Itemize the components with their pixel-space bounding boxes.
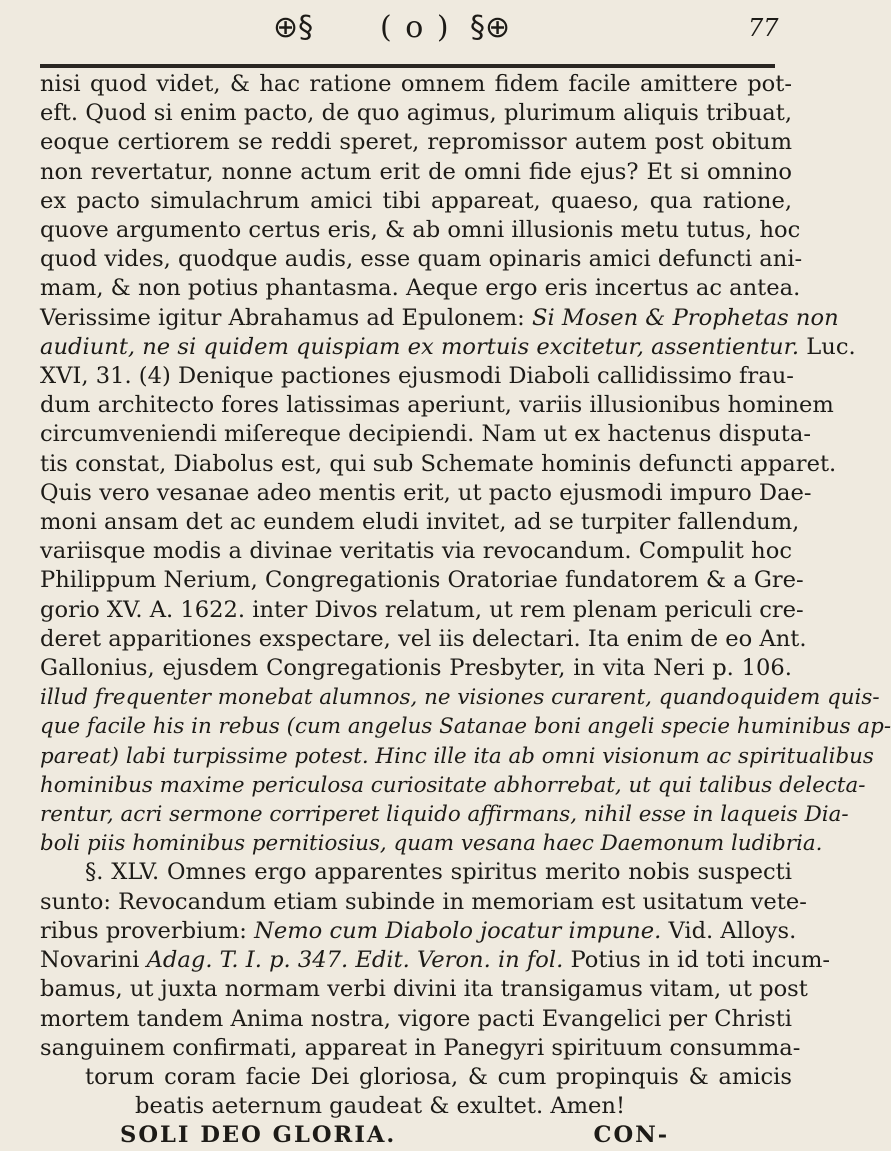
text-segment: Potius in id toti incum-: [570, 947, 831, 974]
proverb-quote: Nemo cum Diabolo jocatur impune.: [254, 917, 662, 944]
text-line: quove argumento certus eris, & ab omni illusionis metu tutus, hoc: [40, 217, 801, 244]
text-line: mam, & non potius phantasma. Aeque ergo eris incertus ac antea.: [40, 275, 801, 302]
text-line: sanguinem confirmati, appareat in Panegyri spirituum consumma-: [40, 1034, 801, 1061]
text-line: circumveniendi miſereque decipiendi. Nam ut ex hactenus disputa-: [40, 421, 811, 448]
text-line: non revertatur, nonne actum erit de omni fide ejus? Et si omnino: [40, 158, 792, 185]
citation: Adag. T. I. p. 347. Edit. Veron. in fol.: [146, 947, 564, 974]
section-line: §. XLV. Omnes ergo apparentes spiritus merito nobis suspecti: [85, 859, 792, 886]
text-line: [40, 333, 856, 362]
catchword: CON-: [593, 1122, 670, 1149]
text-line: [40, 304, 839, 333]
scripture-quote: Si Mosen & Prophetas non: [531, 304, 839, 331]
text-line: mortem tandem Anima nostra, vigore pacti Evangelici per Christi: [40, 1005, 792, 1032]
text-line: [40, 946, 831, 975]
text-line: [40, 917, 797, 946]
page-signature-mark: ( o ): [380, 10, 451, 45]
text-line: eft. Quod si enim pacto, de quo agimus, plurimum aliquis tribuat,: [40, 100, 792, 127]
text-line: torum coram facie Dei gloriosa, & cum propinquis & amicis: [85, 1063, 792, 1090]
text-line: quod vides, quodque audis, esse quam opinaris amici defuncti ani-: [40, 246, 803, 273]
text-line: XVI, 31. (4) Denique pactiones ejusmodi Diaboli callidissimo frau-: [40, 363, 794, 390]
text-line: eoque certiorem se reddi speret, repromissor autem post obitum: [40, 129, 792, 156]
quoted-passage-line: illud frequenter monebat alumnos, ne visiones curarent, quandoquidem quis-: [40, 685, 880, 711]
ornament-right-icon: §⊕: [470, 10, 511, 45]
body-text: [40, 70, 891, 1151]
closing-line: [40, 1121, 792, 1150]
scripture-reference: Luc.: [806, 333, 856, 360]
doxology: SOLI DEO GLORIA.: [120, 1122, 397, 1149]
quoted-passage-line: rentur, acri sermone corriperet liquido affirmans, nihil esse in laqueis Dia-: [40, 802, 849, 828]
text-line: variisque modis a divinae veritatis via revocandum. Compulit hoc: [40, 538, 792, 565]
text-segment: Verissime igitur Abrahamus ad Epulonem:: [40, 304, 525, 331]
quoted-passage-line: pareat) labi turpissime potest. Hinc ille ita ab omni visionum ac spiritualibus: [40, 743, 874, 769]
page-header: [0, 6, 801, 62]
quoted-passage-line: que facile his in rebus (cum angelus Satanae boni angeli specie huminibus ap-: [40, 714, 891, 740]
quoted-passage-line: hominibus maxime periculosa curiositate abhorrebat, ut qui talibus delecta-: [40, 772, 866, 798]
text-line: deret apparitiones exspectare, vel iis delectari. Ita enim de eo Ant.: [40, 625, 807, 652]
text-line: Philippum Nerium, Congregationis Oratoriae fundatorem & a Gre-: [40, 567, 804, 594]
scripture-quote: audiunt, ne si quidem quispiam ex mortuis excitetur, assentientur.: [40, 333, 800, 360]
text-line: moni ansam det ac eundem eludi invitet, ad se turpiter fallendum,: [40, 509, 800, 536]
ornament-left-icon: ⊕§: [273, 10, 314, 45]
text-line: beatis aeternum gaudeat & exultet. Amen!: [135, 1093, 626, 1120]
quoted-passage-line: boli piis hominibus pernitiosius, quam vesana haec Daemonum ludibria.: [40, 831, 823, 857]
text-segment: Novarini: [40, 947, 140, 974]
text-line: bamus, ut juxta normam verbi divini ita transigamus vitam, ut post: [40, 976, 808, 1003]
text-line: ex pacto simulachrum amici tibi appareat, quaeso, qua ratione,: [40, 187, 792, 214]
text-line: gorio XV. A. 1622. inter Divos relatum, ut rem plenam periculi cre-: [40, 596, 804, 623]
text-line: Quis vero vesanae adeo mentis erit, ut pacto ejusmodi impuro Dae-: [40, 479, 812, 506]
text-line: dum architecto fores latissimas aperiunt, variis illusionibus hominem: [40, 392, 834, 419]
text-line: nisi quod videt, & hac ratione omnem fidem facile amittere pot-: [40, 71, 792, 97]
text-line: tis constat, Diabolus est, qui sub Schemate hominis defuncti apparet.: [40, 450, 837, 477]
citation: Vid. Alloys.: [668, 917, 797, 944]
text-line: Gallonius, ejusdem Congregationis Presbyter, in vita Neri p. 106.: [40, 655, 792, 682]
text-segment: ribus proverbium:: [40, 917, 247, 944]
text-line: sunto: Revocandum etiam subinde in memoriam est usitatum vete-: [40, 888, 807, 915]
header-rule: [40, 64, 775, 68]
page-number: 77: [748, 14, 779, 42]
